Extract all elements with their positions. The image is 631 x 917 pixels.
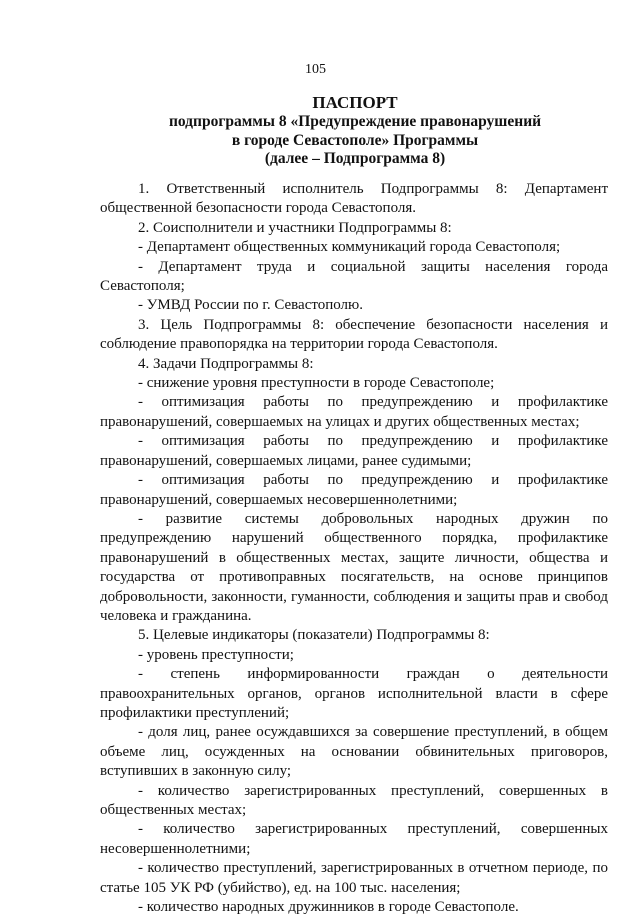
list-item: - количество зарегистрированных преступлений, совершенных несовершеннолетними; xyxy=(100,821,608,857)
list-item: - доля лиц, ранее осуждавшихся за совершение преступлений, в общем объеме лиц, осужденных на основании обвинительных приговоров, вступивших в законную силу; xyxy=(100,724,608,780)
list-item: - оптимизация работы по предупреждению и профилактике правонарушений, совершаемых лицами, ранее судимыми; xyxy=(100,433,608,469)
paragraph-co-executors-heading: 2. Соисполнители и участники Подпрограммы 8: xyxy=(138,219,452,236)
paragraph-tasks-heading: 4. Задачи Подпрограммы 8: xyxy=(138,355,314,372)
list-item: - количество зарегистрированных преступлений, совершенных в общественных местах; xyxy=(100,782,608,818)
list-item: - снижение уровня преступности в городе Севастополе; xyxy=(138,375,495,392)
list-item: - количество преступлений, зарегистрированных в отчетном периоде, по статье 105 УК РФ (убийство), ед. на 100 тыс. населения; xyxy=(100,860,608,896)
list-item: - развитие системы добровольных народных дружин по предупреждению нарушений общественного порядка, профилактике правонарушений в общественных местах, защите личности, общества и государства от противоправных посягательств, на основе принципов добровольности, законности, гуманности, соблюдения и защиты прав и свобод человека и гражданина. xyxy=(100,510,608,624)
list-item: - оптимизация работы по предупреждению и профилактике правонарушений, совершаемых на улицах и других общественных местах; xyxy=(100,394,608,430)
page-number: 105 xyxy=(305,62,326,77)
paragraph-responsible-executor: 1. Ответственный исполнитель Подпрограммы 8: Департамент общественной безопасности города Севастополя. xyxy=(100,181,608,217)
paragraph-goal: 3. Цель Подпрограммы 8: обеспечение безопасности населения и соблюдение правопорядка на территории города Севастополя. xyxy=(100,316,608,353)
document-body xyxy=(100,180,608,917)
list-item: - Департамент труда и социальной защиты населения города Севастополя; xyxy=(100,258,608,295)
list-item: - уровень преступности; xyxy=(138,646,294,663)
list-item: - степень информированности граждан о деятельности правоохранительных органов, органов исполнительной власти в сфере профилактики преступлений; xyxy=(100,666,608,721)
paragraph-indicators-heading: 5. Целевые индикаторы (показатели) Подпрограммы 8: xyxy=(138,627,490,644)
list-item: - количество народных дружинников в городе Севастополе. xyxy=(138,899,519,916)
title-heading: ПАСПОРТ xyxy=(312,93,398,112)
list-item: - УМВД России по г. Севастополю. xyxy=(138,297,363,314)
title-line: (далее – Подпрограмма 8) xyxy=(264,150,446,167)
list-item: - оптимизация работы по предупреждению и профилактике правонарушений, совершаемых несовершеннолетними; xyxy=(100,472,608,508)
title-line: подпрограммы 8 «Предупреждение правонарушений xyxy=(168,113,542,130)
passport-title xyxy=(100,92,610,169)
title-line: в городе Севастополе» Программы xyxy=(231,131,479,149)
list-item: - Департамент общественных коммуникаций города Севастополя; xyxy=(138,239,561,256)
